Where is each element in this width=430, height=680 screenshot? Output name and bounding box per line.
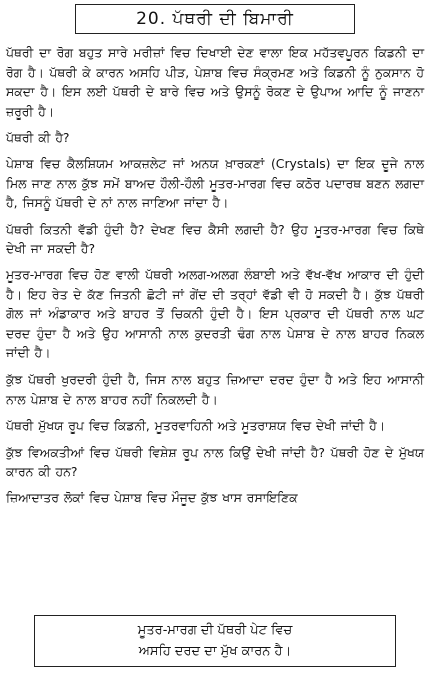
question-size-appearance: ਪੱਥਰੀ ਕਿਤਨੀ ਵੱਡੀ ਹੁੰਦੀ ਹੈ? ਦੇਖਣ ਵਿਚ ਕੈਸੀ ਲਗਦੀ ਹੈ? ਉਹ ਮੂਤਰ-ਮਾਰਗ ਵਿਚ ਕਿਥੇ ਦੇਖੀ ਜਾ ਸਕਦੀ ਹੈ? (6, 221, 424, 257)
causes-paragraph: ਜ਼ਿਆਦਾਤਰ ਲੋਕਾਂ ਵਿਚ ਪੇਸ਼ਾਬ ਵਿਚ ਮੌਜੂਦ ਕੁੱਝ ਖਾਸ ਰਸਾਇਣਿਕ (6, 489, 298, 505)
rough-stone-paragraph: ਕੁੱਝ ਪੱਥਰੀ ਖੁਰਦਰੀ ਹੁੰਦੀ ਹੈ, ਜਿਸ ਨਾਲ ਬਹੁਤ ਜ਼ਿਆਦਾ ਦਰਦ ਹੁੰਦਾ ਹੈ ਅਤੇ ਇਹ ਆਸਾਨੀ ਨਾਲ ਪੇਸ਼ਾਬ ਦੇ ਨਾਲ ਬਾਹਰ ਨਹੀਂ ਨਿਕਲਦੀ ਹੈ। (6, 371, 424, 407)
chapter-body (6, 43, 424, 507)
question-causes: ਕੁੱਝ ਵਿਅਕਤੀਆਂ ਵਿਚ ਪੱਥਰੀ ਵਿਸ਼ੇਸ਼ ਰੂਪ ਨਾਲ ਕਿਉਂ ਦੇਖੀ ਜਾਂਦੀ ਹੈ? ਪੱਥਰੀ ਹੋਣ ਦੇ ਮੁੱਖਯ ਕਾਰਨ ਕੀ ਹਨ? (6, 444, 424, 480)
definition-paragraph: ਪੇਸ਼ਾਬ ਵਿਚ ਕੈਲਸ਼ਿਯਮ ਆਕਜ਼ਲੇਟ ਜਾਂ ਅਨਯ ਖ਼ਾਰਕਣਾਂ (Crystals) ਦਾ ਇਕ ਦੂਜੇ ਨਾਲ ਮਿਲ ਜਾਣ ਨਾਲ ਕੁੱਝ ਸਮੇਂ ਬਾਅਦ ਹੌਲੀ-ਹੌਲੀ ਮੂਤਰ-ਮਾਰਗ ਵਿਚ ਕਠੋਰ ਪਦਾਰਥ ਬਣਨ ਲਗਦਾ ਹੈ, ਜਿਸਨੂੰ ਪੱਥਰੀ ਦੇ ਨਾਂ ਨਾਲ ਜਾਣਿਆ ਜਾਂਦਾ ਹੈ। (6, 155, 424, 211)
callout-box (34, 615, 396, 667)
size-paragraph: ਮੂਤਰ-ਮਾਰਗ ਵਿਚ ਹੋਣ ਵਾਲੀ ਪੱਥਰੀ ਅਲਗ-ਅਲਗ ਲੰਬਾਈ ਅਤੇ ਵੱਖ-ਵੱਖ ਆਕਾਰ ਦੀ ਹੁੰਦੀ ਹੈ। ਇਹ ਰੇਤ ਦੇ ਕੱਣ ਜਿਤਨੀ ਛੋਟੀ ਜਾਂ ਗੇਂਦ ਦੀ ਤਰ੍ਹਾਂ ਵੱਡੀ ਵੀ ਹੋ ਸਕਦੀ ਹੈ। ਕੁੱਝ ਪੱਥਰੀ ਗੋਲ ਜਾਂ ਅੰਡਾਕਾਰ ਅਤੇ ਬਾਹਰ ਤੋਂ ਚਿਕਨੀ ਹੁੰਦੀ ਹੈ। ਇਸ ਪ੍ਰਕਾਰ ਦੀ ਪੱਥਰੀ ਨਾਲ ਘਟ ਦਰਦ ਹੁੰਦਾ ਹੈ ਅਤੇ ਉਹ ਆਸਾਨੀ ਨਾਲ ਕੁਦਰਤੀ ਢੰਗ ਨਾਲ ਪੇਸ਼ਾਬ ਦੇ ਨਾਲ ਬਾਹਰ ਨਿਕਲ ਜਾਂਦੀ ਹੈ। (6, 266, 424, 361)
location-paragraph: ਪੱਥਰੀ ਮੁੱਖਯ ਰੂਪ ਵਿਚ ਕਿਡਨੀ, ਮੂਤਰਵਾਹਿਨੀ ਅਤੇ ਮੂਤਰਾਸ਼ਯ ਵਿਚ ਦੇਖੀ ਜਾਂਦੀ ਹੈ। (6, 418, 386, 434)
chapter-title: 20. ਪੱਥਰੀ ਦੀ ਬਿਮਾਰੀ (75, 4, 355, 34)
callout-line-2: ਅਸਹਿ ਦਰਦ ਦਾ ਮੁੱਖ ਕਾਰਨ ਹੈ। (138, 644, 292, 659)
callout-line-1: ਮੂਤਰ-ਮਾਰਗ ਦੀ ਪੱਥਰੀ ਪੇਟ ਵਿਚ (137, 623, 293, 638)
question-what-is-stone: ਪੱਥਰੀ ਕੀ ਹੈ? (6, 130, 70, 146)
intro-paragraph: ਪੱਥਰੀ ਦਾ ਰੋਗ ਬਹੁਤ ਸਾਰੇ ਮਰੀਜ਼ਾਂ ਵਿਚ ਦਿਖਾਈ ਦੇਣ ਵਾਲਾ ਇਕ ਮਹੱਤਵਪੂਰਨ ਕਿਡਨੀ ਦਾ ਰੋਗ ਹੈ। ਪੱਥਰੀ ਕੇ ਕਾਰਨ ਅਸਹਿ ਪੀੜ, ਪੇਸ਼ਾਬ ਵਿਚ ਸੰਕ੍ਰਮਣ ਅਤੇ ਕਿਡਨੀ ਨੂੰ ਨੁਕਸਾਨ ਹੋ ਸਕਦਾ ਹੈ। ਇਸ ਲਈ ਪੱਥਰੀ ਦੇ ਬਾਰੇ ਵਿਚ ਅਤੇ ਉਸਨੂੰ ਰੋਕਣ ਦੇ ਉਪਾਅ ਆਦਿ ਨੂੰ ਜਾਣਨਾ ਜ਼ਰੂਰੀ ਹੈ। (6, 45, 424, 119)
